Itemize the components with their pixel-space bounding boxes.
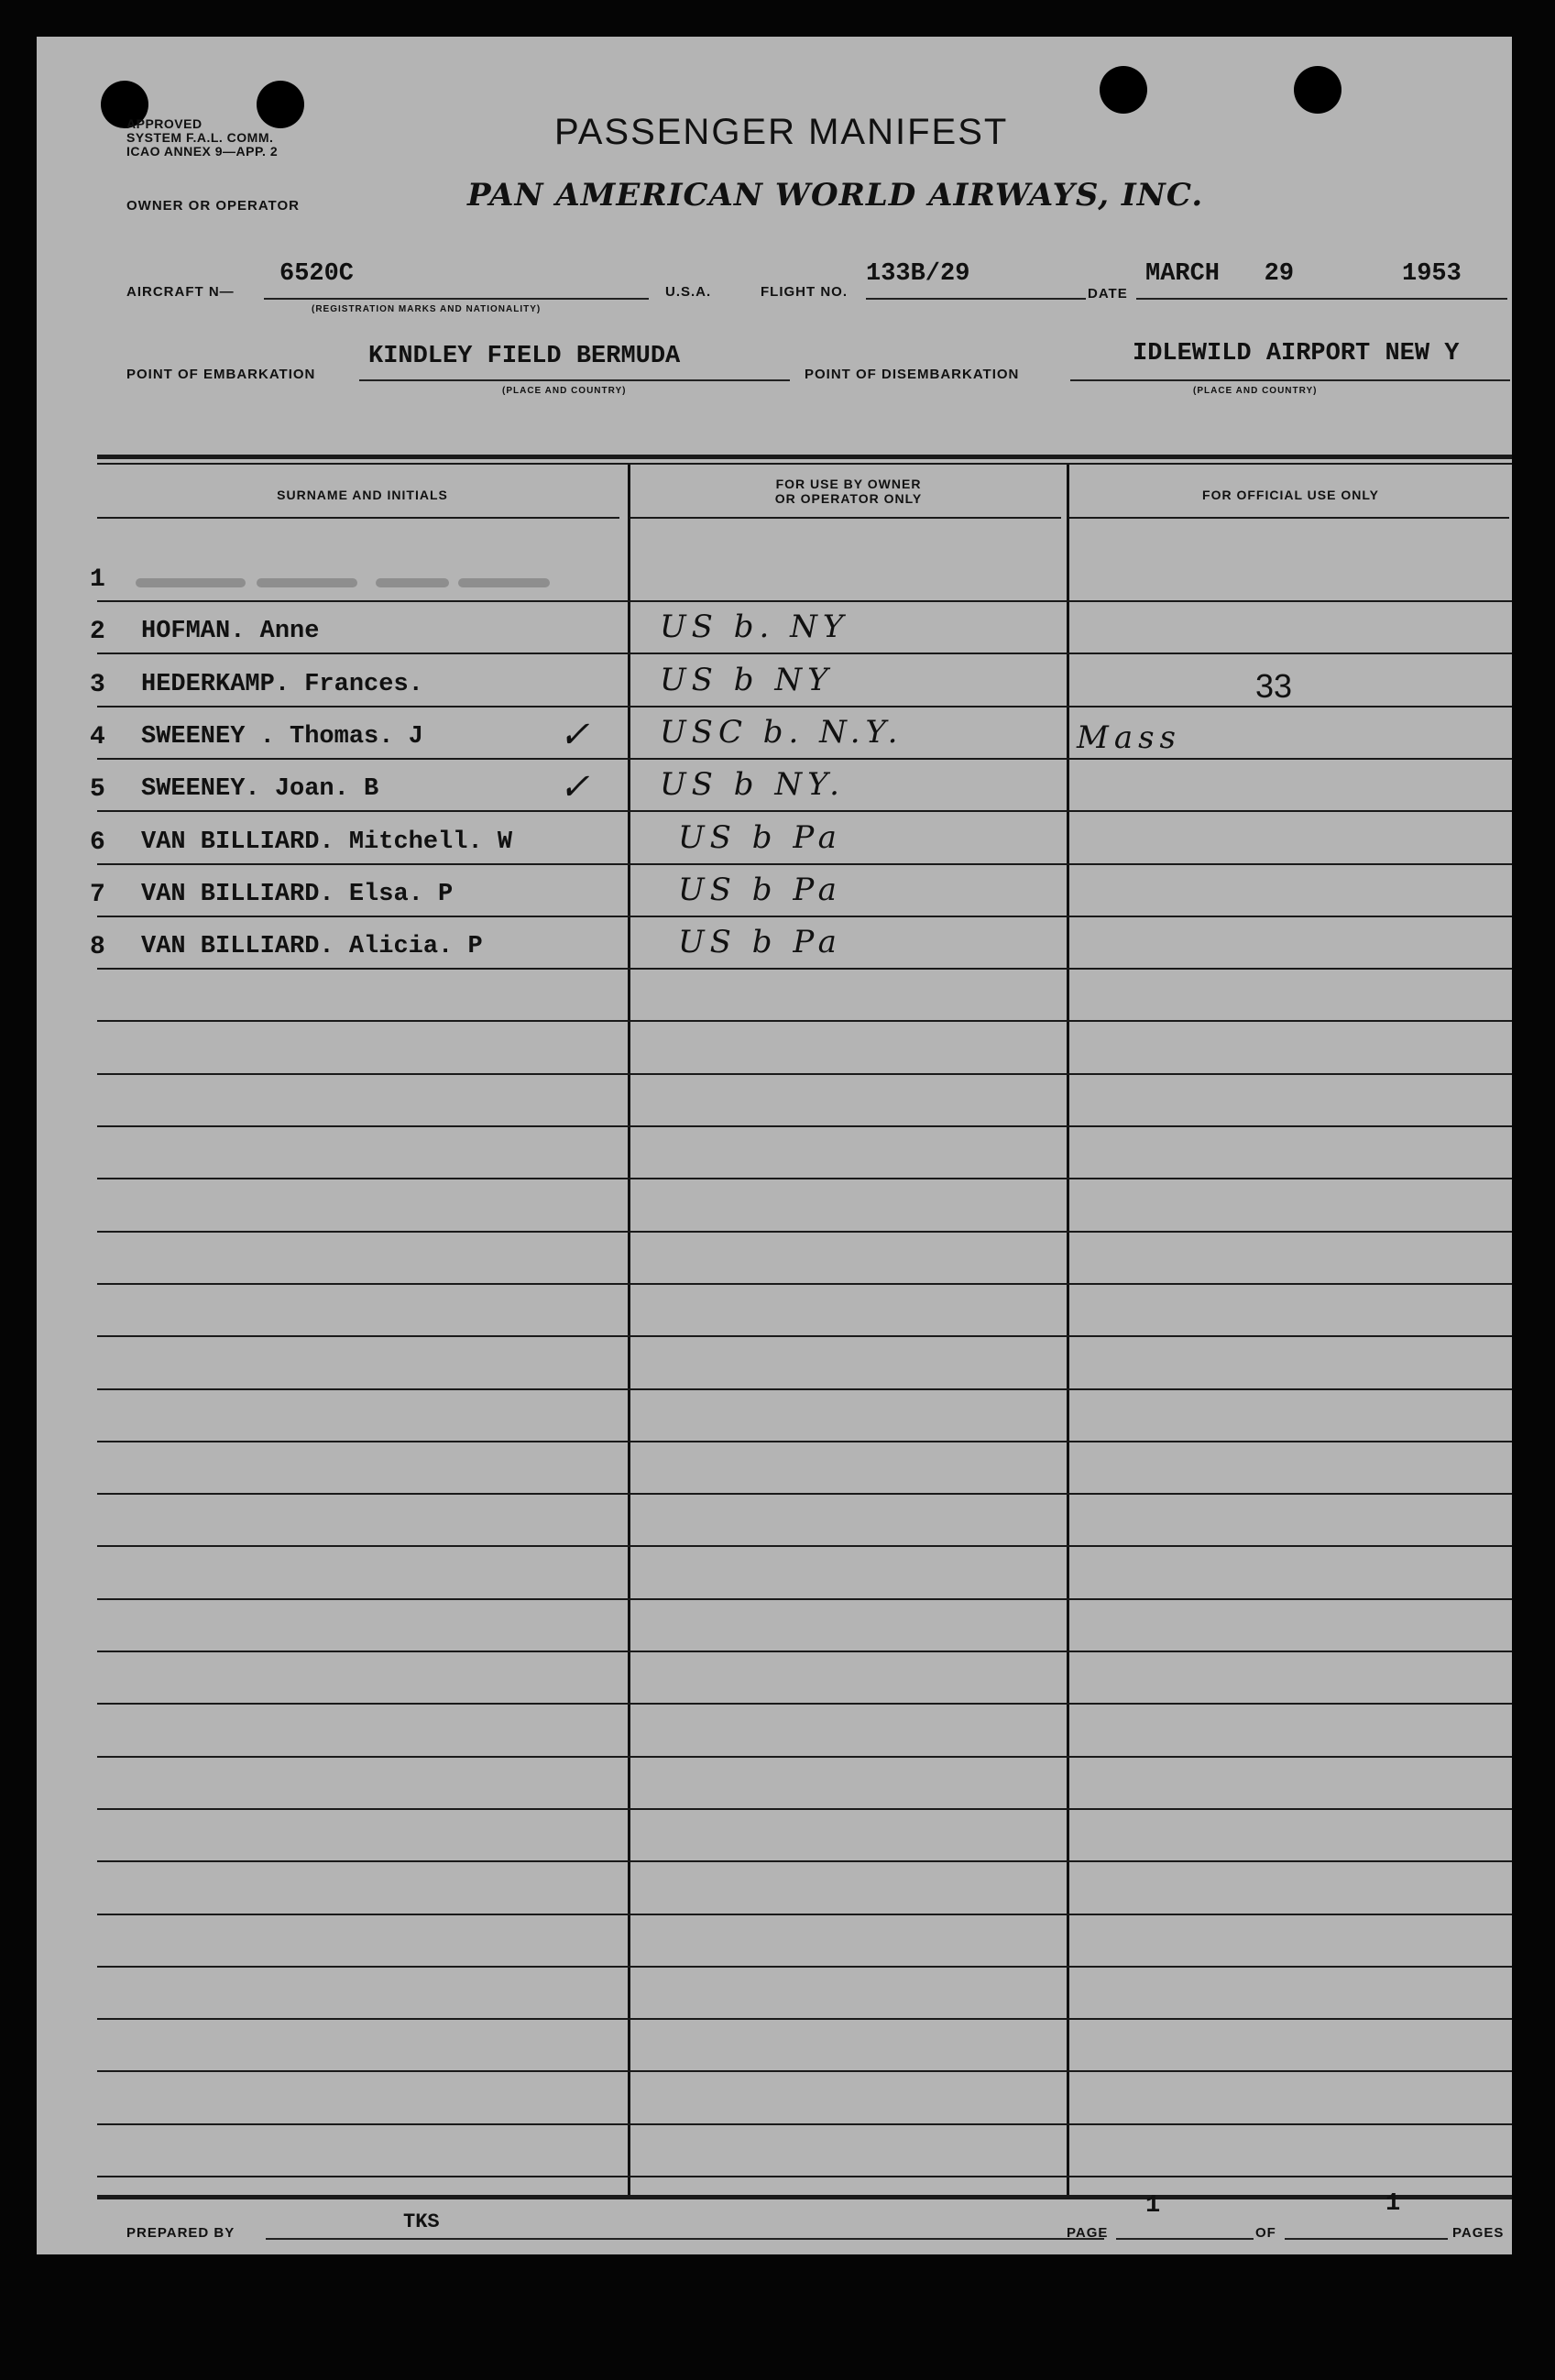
column-header-owner-line: OR OPERATOR ONLY (774, 491, 923, 506)
date-label: DATE (1088, 286, 1128, 302)
check-mark: ✓ (559, 766, 596, 808)
ruled-line (97, 863, 1512, 865)
manifest-sheet (37, 37, 1512, 2254)
row-number: 6 (90, 828, 105, 857)
of-value: 1 (1385, 2190, 1401, 2218)
passenger-name: VAN BILLIARD. Mitchell. W (141, 828, 513, 856)
approved-line: APPROVED (126, 116, 203, 131)
date-year: 1953 (1402, 260, 1462, 288)
pages-label: PAGES (1452, 2225, 1505, 2241)
owner-label: OWNER OR OPERATOR (126, 198, 300, 214)
redaction-mark (136, 578, 246, 587)
ruled-line (97, 810, 1512, 812)
ruled-line (97, 600, 1512, 602)
punch-hole-4 (1294, 66, 1341, 114)
registration-note: (REGISTRATION MARKS AND NATIONALITY) (312, 304, 542, 314)
table-bottom-border (97, 2195, 1512, 2199)
ruled-line (97, 1914, 1512, 1915)
owner-note: US b. NY (660, 609, 849, 645)
header-underline (1069, 517, 1509, 519)
ruled-line (97, 1335, 1512, 1337)
embark-value: KINDLEY FIELD BERMUDA (368, 343, 681, 370)
row-number: 8 (90, 933, 105, 961)
owner-note: US b Pa (678, 924, 842, 960)
ruled-line (97, 1598, 1512, 1600)
ruled-line (97, 2123, 1512, 2125)
official-note: 33 (1255, 667, 1293, 705)
ruled-line (97, 1073, 1512, 1075)
ruled-line (97, 1283, 1512, 1285)
ruled-line (97, 916, 1512, 917)
ruled-line (97, 1966, 1512, 1968)
column-header-owner-use (630, 477, 1067, 506)
disembark-place-note: (PLACE AND COUNTRY) (1193, 386, 1318, 396)
approved-line: SYSTEM F.A.L. COMM. (126, 130, 274, 145)
disembark-value: IDLEWILD AIRPORT NEW Y (1133, 340, 1460, 367)
row-number: 4 (90, 723, 105, 751)
header-underline (97, 517, 619, 519)
passenger-name: SWEENEY. Joan. B (141, 775, 379, 803)
ruled-line (97, 1020, 1512, 1022)
column-divider-1 (628, 465, 630, 2199)
ruled-line (97, 2070, 1512, 2072)
column-header-owner-line: FOR USE BY OWNER (775, 477, 922, 491)
ruled-line (97, 1756, 1512, 1758)
prepared-label: PREPARED BY (126, 2225, 235, 2241)
punch-hole-3 (1100, 66, 1147, 114)
row-number: 2 (90, 618, 105, 646)
passenger-name: HEDERKAMP. Frances. (141, 671, 423, 698)
usa-label: U.S.A. (665, 284, 712, 300)
ruled-line (97, 1703, 1512, 1705)
ruled-line (97, 1125, 1512, 1127)
ruled-line (97, 2176, 1512, 2177)
owner-note: US b Pa (678, 872, 842, 908)
embark-label: POINT OF EMBARKATION (126, 367, 316, 382)
column-header-official: FOR OFFICIAL USE ONLY (1202, 488, 1379, 502)
passenger-name: VAN BILLIARD. Elsa. P (141, 881, 454, 908)
company-name: PAN AMERICAN WORLD AIRWAYS, INC. (467, 177, 1204, 214)
owner-note: US b NY (660, 662, 834, 698)
ruled-line (97, 653, 1512, 654)
form-title: PASSENGER MANIFEST (554, 112, 1009, 152)
approved-block (126, 117, 278, 159)
ruled-line (97, 1178, 1512, 1179)
table-top-border (97, 455, 1512, 459)
ruled-line (97, 2018, 1512, 2020)
flight-label: FLIGHT NO. (761, 284, 848, 300)
ruled-line (97, 968, 1512, 970)
ruled-line (97, 1808, 1512, 1810)
passenger-name: VAN BILLIARD. Alicia. P (141, 933, 483, 960)
ruled-line (97, 1441, 1512, 1442)
owner-note: US b NY. (660, 766, 845, 803)
of-label: OF (1255, 2225, 1276, 2241)
ruled-line (97, 1651, 1512, 1652)
row-number: 3 (90, 671, 105, 699)
flight-value: 133B/29 (866, 260, 970, 288)
ruled-line (97, 1231, 1512, 1233)
official-note: Mass (1077, 719, 1181, 756)
page-label: PAGE (1067, 2225, 1109, 2241)
passenger-name: HOFMAN. Anne (141, 618, 320, 645)
owner-note: US b Pa (678, 819, 842, 856)
aircraft-value: 6520C (279, 260, 355, 288)
column-divider-2 (1067, 465, 1069, 2199)
prepared-value: TKS (403, 2210, 440, 2233)
approved-line: ICAO ANNEX 9—APP. 2 (126, 144, 279, 159)
aircraft-label: AIRCRAFT N— (126, 284, 235, 300)
header-underline (630, 517, 1061, 519)
owner-note: USC b. N.Y. (660, 714, 903, 751)
redaction-mark (458, 578, 550, 587)
check-mark: ✓ (559, 714, 596, 756)
date-month-day: MARCH 29 (1145, 260, 1295, 288)
row-number: 5 (90, 775, 105, 804)
ruled-line (97, 1388, 1512, 1390)
ruled-line (97, 1493, 1512, 1495)
redaction-mark (376, 578, 449, 587)
ruled-line (97, 1545, 1512, 1547)
row-number: 7 (90, 881, 105, 909)
column-header-surname: SURNAME AND INITIALS (277, 488, 448, 502)
disembark-label: POINT OF DISEMBARKATION (805, 367, 1020, 382)
ruled-line (97, 758, 1512, 760)
ruled-line (97, 706, 1512, 707)
embark-place-note: (PLACE AND COUNTRY) (502, 386, 627, 396)
redaction-mark (257, 578, 357, 587)
passenger-name: SWEENEY . Thomas. J (141, 723, 423, 751)
page-value: 1 (1145, 2192, 1161, 2220)
ruled-line (97, 1860, 1512, 1862)
row-number: 1 (90, 565, 105, 594)
